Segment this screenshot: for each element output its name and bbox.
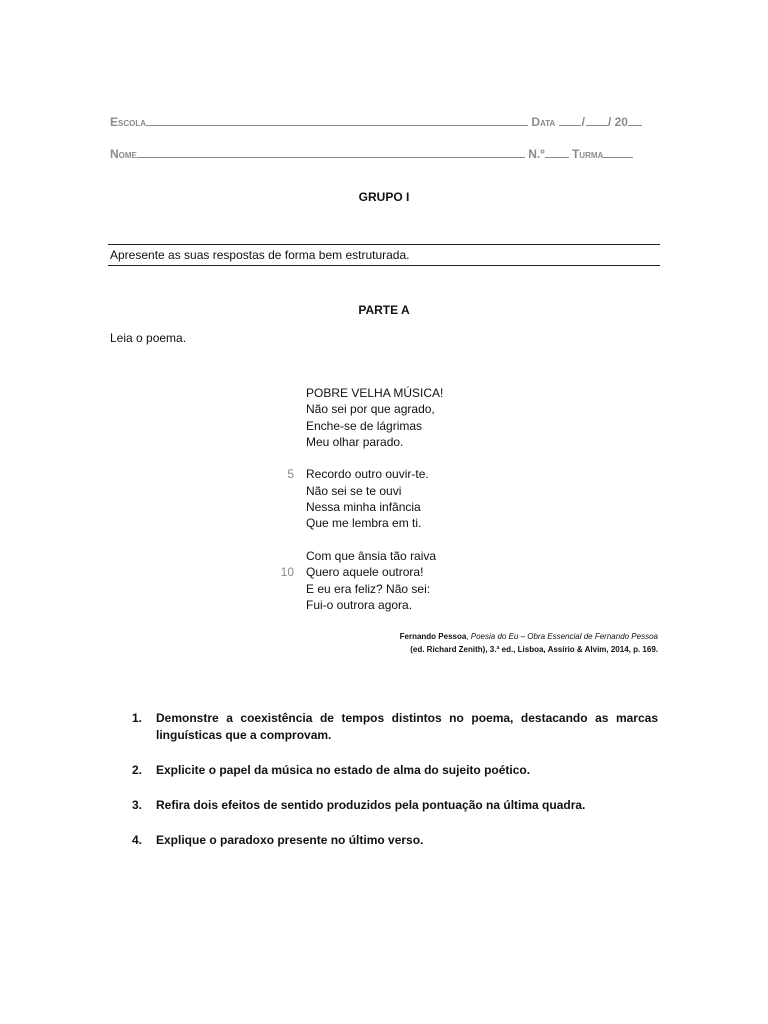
question-number: 4. (132, 833, 143, 847)
question-item (110, 762, 658, 779)
instruction-box (108, 244, 660, 266)
verse: POBRE VELHA MÚSICA! (306, 386, 444, 400)
poem (280, 385, 444, 629)
header-row-name (110, 146, 658, 161)
lead-text: Leia o poema. (110, 331, 187, 345)
source-separator: , (466, 632, 471, 641)
school-field[interactable] (146, 114, 528, 126)
verse: Nessa minha infância (306, 500, 421, 515)
verse: Não sei por que agrado, (306, 402, 435, 417)
verse-line-10 (280, 564, 443, 580)
date-year-field[interactable] (628, 114, 642, 126)
question-text: Refira dois efeitos de sentido produzidos pela pontuação na última quadra. (156, 798, 586, 812)
class-label: Turma (571, 147, 604, 161)
question-item (110, 832, 658, 849)
name-field[interactable] (137, 146, 525, 158)
question-text: Explicite o papel da música no estado de alma do sujeito poético. (156, 763, 531, 777)
verse: Com que ânsia tão raiva (306, 548, 437, 563)
question-number: 1. (132, 711, 143, 725)
verse-text: Quero aquele outrora! (306, 565, 424, 580)
verse-text: Recordo outro ouvir-te. (306, 467, 429, 482)
question-item (110, 710, 658, 744)
stanza-1 (306, 385, 443, 450)
class-field[interactable] (603, 146, 633, 158)
line-number-10: 10 (280, 565, 294, 580)
verse: Fui-o outrora agora. (306, 597, 413, 612)
group-title: GRUPO I (358, 190, 410, 204)
number-label: N.º (528, 147, 545, 161)
part-title: PARTE A (358, 303, 410, 317)
header-row-school: Escola Data / / 20 (110, 114, 658, 129)
name-label: Nome (110, 147, 137, 161)
instruction-text: Apresente as suas respostas de forma bem estruturada. (110, 248, 410, 262)
question-number: 2. (132, 763, 143, 777)
verse: E eu era feliz? Não sei: (306, 581, 431, 596)
source-author: Fernando Pessoa (399, 632, 467, 641)
number-field[interactable] (545, 146, 569, 158)
line-number-5: 5 (287, 467, 294, 482)
question-text: Explique o paradoxo presente no último verso. (156, 833, 424, 847)
question-text: Demonstre a coexistência de tempos distintos no poema, destacando as marcas linguísticas que a comprovam. (156, 711, 658, 742)
date-label: Data (531, 115, 556, 129)
question-number: 3. (132, 798, 143, 812)
question-item (110, 797, 658, 814)
verse: Enche-se de lágrimas (306, 418, 423, 433)
verse: Que me lembra em ti. (306, 516, 422, 531)
date-month-field[interactable] (586, 114, 608, 126)
verse: Não sei se te ouvi (306, 483, 402, 498)
date-day-field[interactable] (559, 114, 581, 126)
source-line-1 (238, 630, 658, 643)
stanza-2 (287, 466, 443, 531)
source-citation (238, 630, 658, 656)
stanza-3 (280, 548, 443, 613)
verse-line-5 (287, 466, 443, 482)
questions-list (110, 710, 658, 867)
verse: Meu olhar parado. (306, 434, 404, 449)
source-work: Poesia do Eu – Obra Essencial de Fernando Pessoa (470, 632, 658, 641)
source-line-2: (ed. Richard Zenith), 3.ª ed., Lisboa, Assírio & Alvim, 2014, p. 169. (410, 645, 658, 654)
date-year-prefix: / 20 (607, 115, 628, 129)
school-label: Escola (110, 115, 147, 129)
